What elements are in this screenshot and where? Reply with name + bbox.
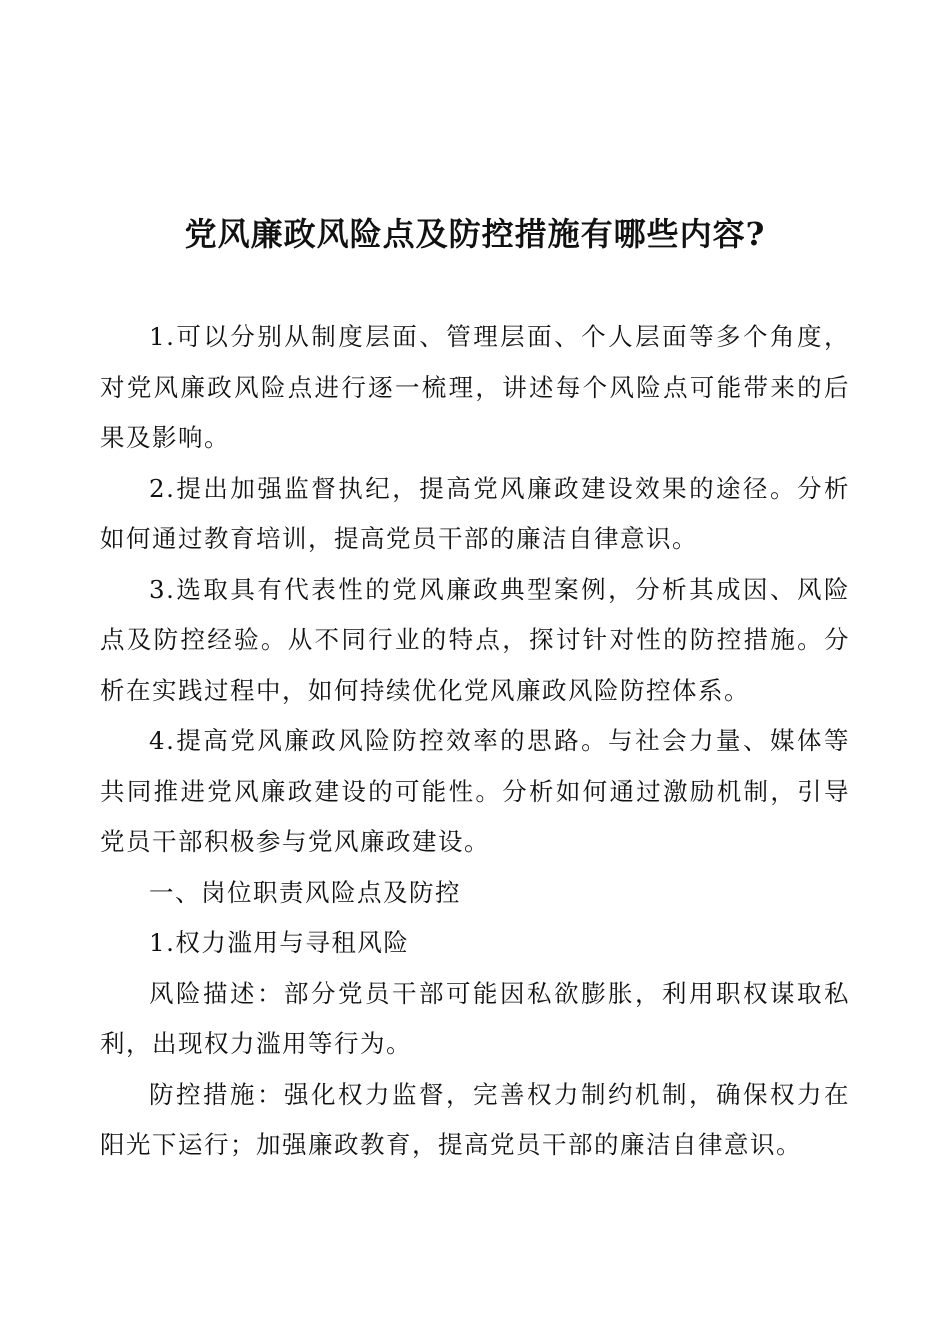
risk-description-paragraph: 风险描述：部分党员干部可能因私欲膨胀，利用职权谋取私利，出现权力滥用等行为。 xyxy=(100,978,850,1058)
control-measures-paragraph: 防控措施：强化权力监督，完善权力制约机制，确保权力在阳光下运行；加强廉政教育，提高党员干部的廉洁自律意识。 xyxy=(100,1079,850,1159)
document-title: 党风廉政风险点及防控措施有哪些内容? xyxy=(184,215,766,253)
paragraph: 1.可以分别从制度层面、管理层面、个人层面等多个角度，对党风廉政风险点进行逐一梳理，讲述每个风险点可能带来的后果及影响。 xyxy=(100,322,850,452)
section-heading: 一、岗位职责风险点及防控 xyxy=(149,877,461,907)
paragraph: 2.提出加强监督执纪，提高党风廉政建设效果的途径。分析如何通过教育培训，提高党员干部的廉洁自律意识。 xyxy=(100,473,850,553)
paragraph: 4.提高党风廉政风险防控效率的思路。与社会力量、媒体等共同推进党风廉政建设的可能性。分析如何通过激励机制，引导党员干部积极参与党风廉政建设。 xyxy=(100,726,850,856)
paragraph: 3.选取具有代表性的党风廉政典型案例，分析其成因、风险点及防控经验。从不同行业的特点，探讨针对性的防控措施。分析在实践过程中，如何持续优化党风廉政风险防控体系。 xyxy=(100,574,850,705)
subsection-heading: 1.权力滥用与寻租风险 xyxy=(149,928,410,957)
document-body xyxy=(100,312,850,1171)
